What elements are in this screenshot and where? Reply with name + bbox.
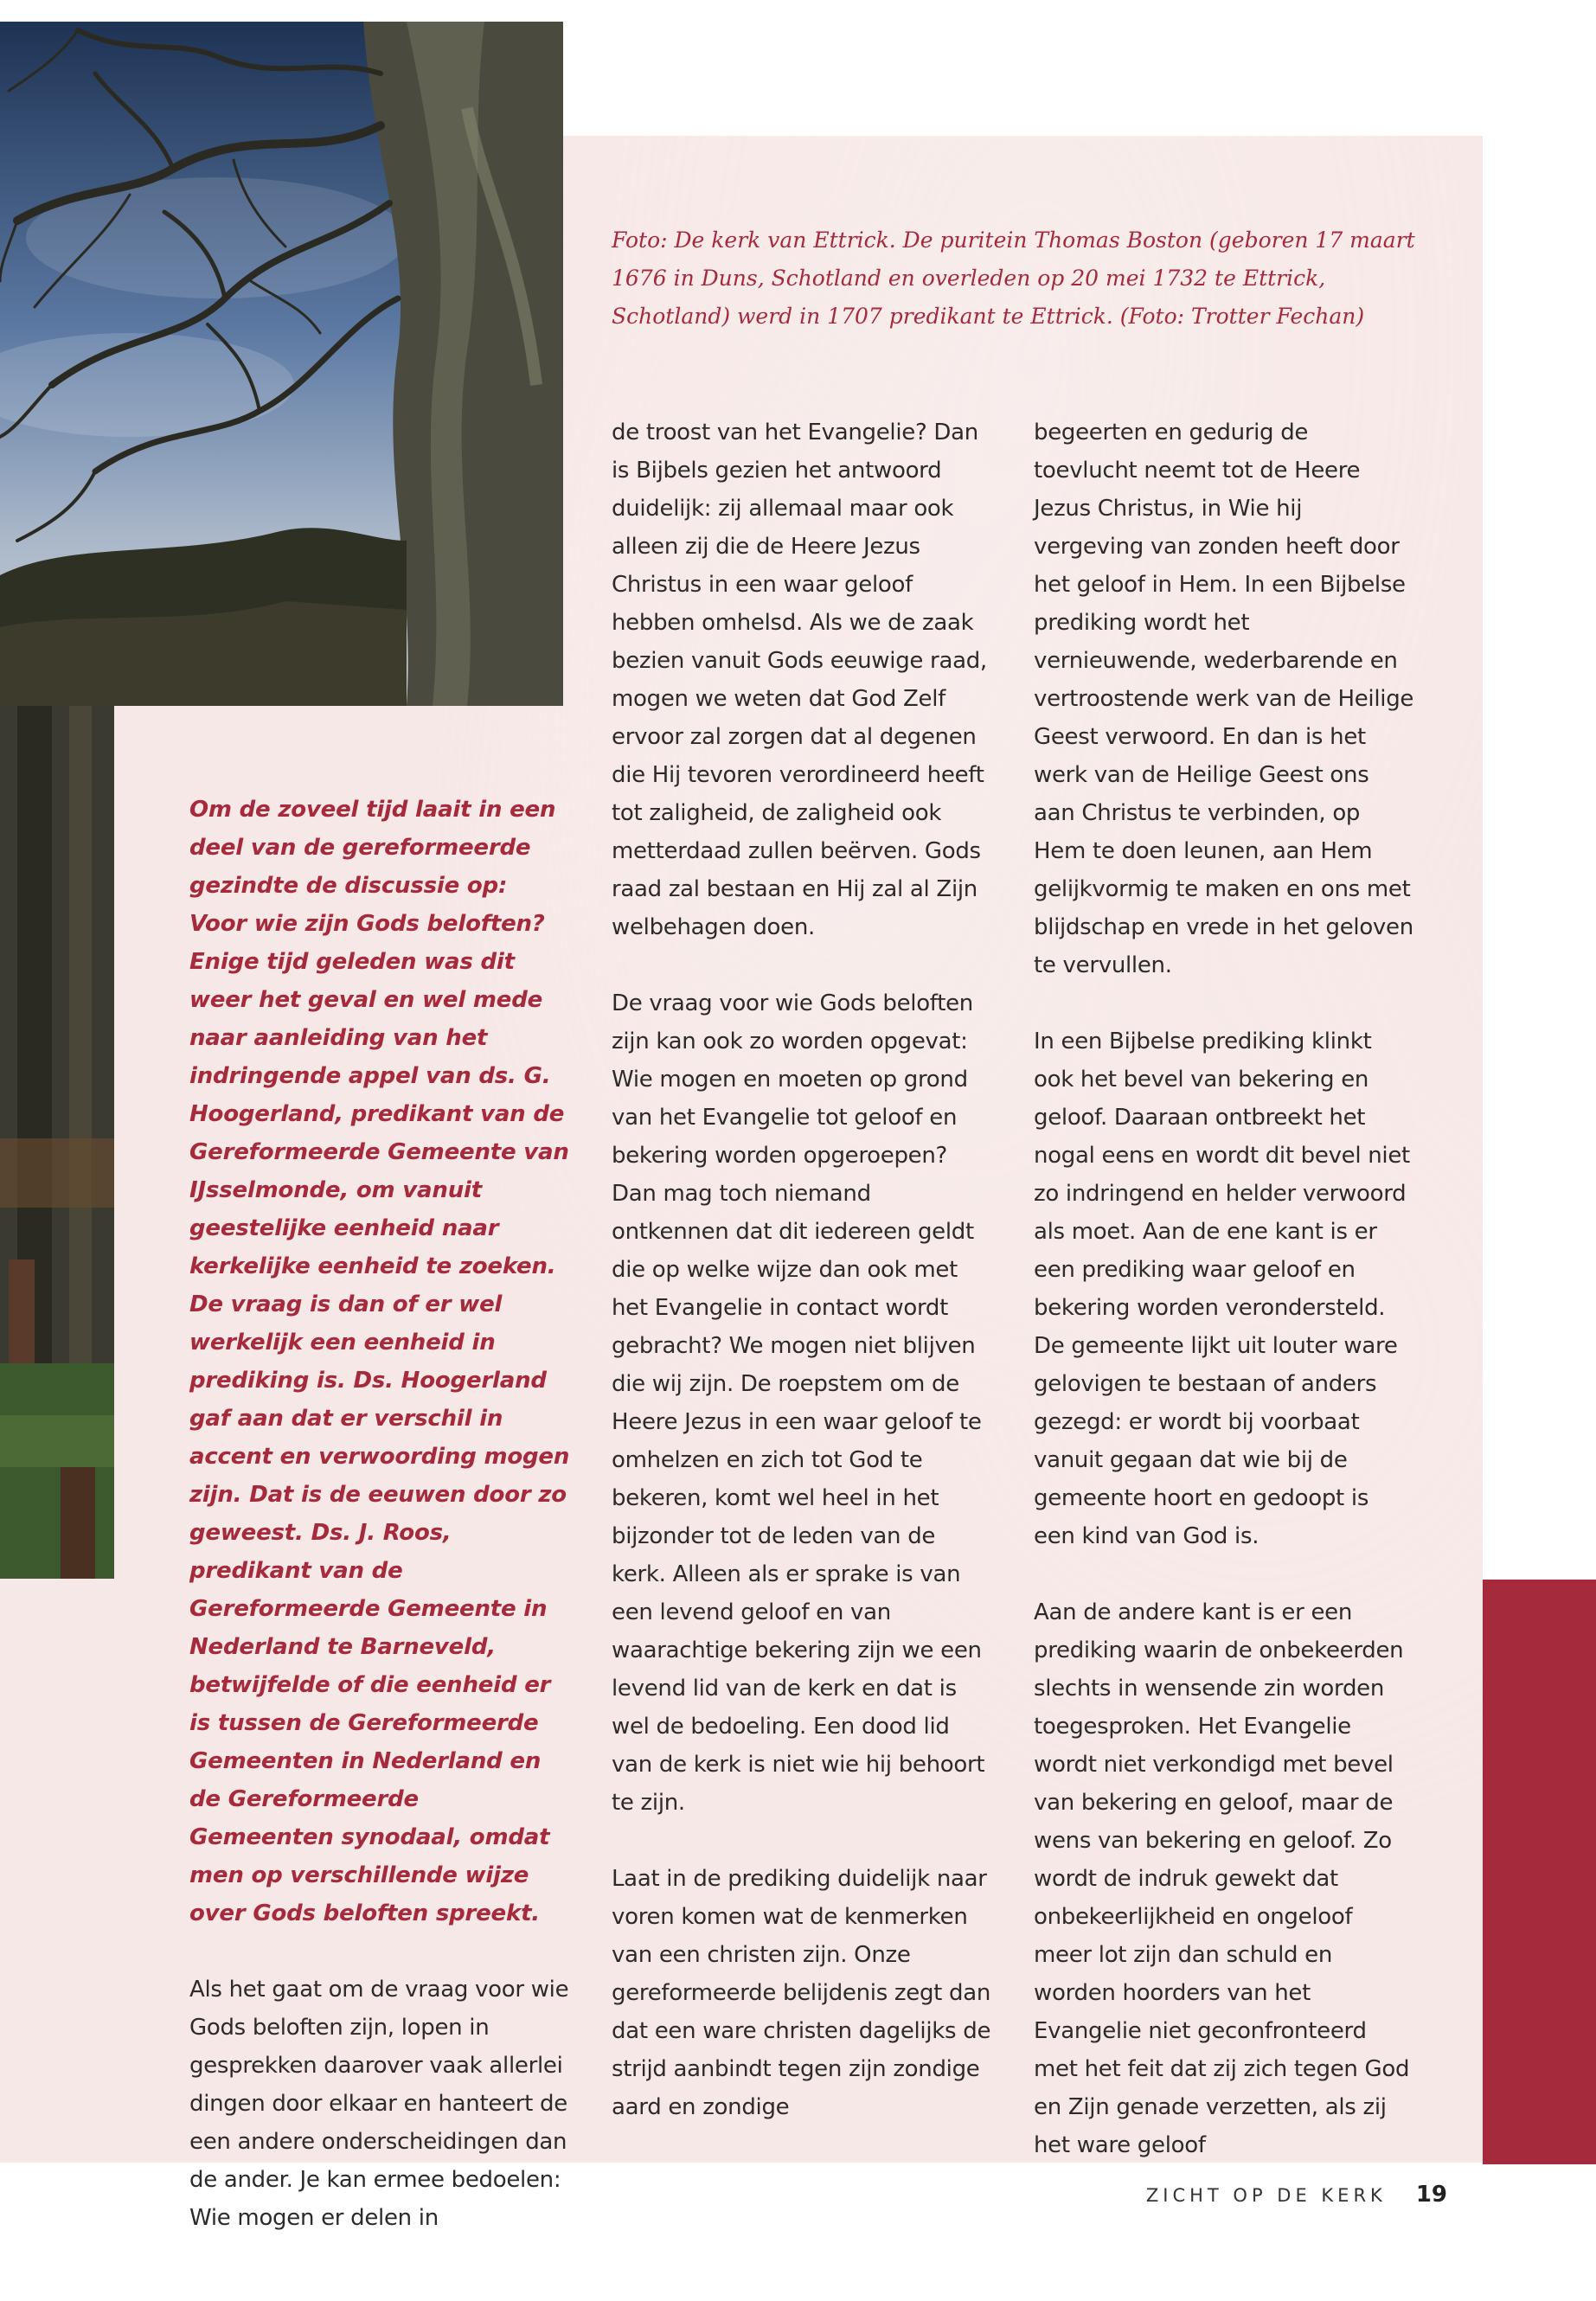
column-1 [189, 791, 570, 2237]
body-paragraph: In een Bijbelse prediking klinkt ook het bevel van bekering en geloof. Daaraan ontbreekt het nogal eens en wordt dit bevel niet zo indringend en helder verwoord als moet. Aan de ene kant is er een prediking waar geloof en bekering worden verondersteld. De gemeente lijkt uit louter ware gelovigen te bestaan of anders gezegd: er wordt bij voorbaat vanuit gegaan dat wie bij de gemeente hoort en gedoopt is een kind van God is. [1034, 1029, 1410, 1549]
church-photo-trees [0, 22, 563, 706]
lead-paragraph: Om de zoveel tijd laait in een deel van de gereformeerde gezindte de discussie op: Voor wie zijn Gods beloften? Enige tijd geleden was dit weer het geval en wel mede naar aanleiding van het indringende appel van ds. G. Hoogerland, predikant van de Gereformeerde Gemeente van IJsselmonde, om vanuit geestelijke eenheid naar kerkelijke eenheid te zoeken. De vraag is dan of er wel werkelijk een eenheid in prediking is. Ds. Hoogerland gaf aan dat er verschil in accent en verwoording mogen zijn. Dat is de eeuwen door zo geweest. Ds. J. Roos, predikant van de Gereformeerde Gemeente in Nederland te Barneveld, betwijfelde of die eenheid er is tussen de Gereformeerde Gemeenten in Nederland en de Gereformeerde Gemeenten synodaal, omdat men op verschillende wijze over Gods beloften spreekt. [189, 797, 570, 1926]
body-paragraph: Als het gaat om de vraag voor wie Gods beloften zijn, lopen in gesprekken daarover vaak allerlei dingen door elkaar en hanteert de een andere onderscheidingen dan de ander. Je kan ermee bedoelen: Wie mogen er delen in [189, 1977, 569, 2231]
body-paragraph: Laat in de prediking duidelijk naar voren komen wat de kenmerken van een christen zijn. Onze gereformeerde belijdenis zegt dan dat een ware christen dagelijks de strijd aanbindt tegen zijn zondige aard en zondige [612, 1866, 991, 2120]
photo-caption: Foto: De kerk van Ettrick. De puritein Thomas Boston (geboren 17 maart 1676 in Duns, Schotland en overleden op 20 mei 1732 te Ettrick, Schotland) werd in 1707 predikant te Ettrick. (Foto: Trotter Fechan) [612, 228, 1415, 329]
body-paragraph: Aan de andere kant is er een prediking waarin de onbekeerden slechts in wensende zin worden toegesproken. Het Evangelie wordt niet verkondigd met bevel van bekering en geloof, maar de wens van bekering en geloof. Zo wordt de indruk gewekt dat onbekeerlijkheid en ongeloof meer lot zijn dan schuld en worden hoorders van het Evangelie niet geconfronteerd met het feit dat zij zich tegen God en Zijn genade verzetten, als zij het ware geloof [1034, 1599, 1410, 2158]
accent-bar [1483, 1580, 1596, 2164]
body-paragraph: begeerten en gedurig de toevlucht neemt tot de Heere Jezus Christus, in Wie hij vergeving van zonden heeft door het geloof in Hem. In een Bijbelse prediking wordt het vernieuwende, wederbarende en vertroostende werk van de Heilige Geest verwoord. En dan is het werk van de Heilige Geest ons aan Christus te verbinden, op Hem te doen leunen, aan Hem gelijkvormig te maken en ons met blijdschap en vrede in het geloven te vervullen. [1034, 420, 1414, 978]
church-photo-graveyard [0, 706, 114, 1579]
body-paragraph: de troost van het Evangelie? Dan is Bijbels gezien het antwoord duidelijk: zij allemaal maar ook alleen zij die de Heere Jezus Christus in een waar geloof hebben omhelsd. Als we de zaak bezien vanuit Gods eeuwige raad, mogen we weten dat God Zelf ervoor zal zorgen dat al degenen die Hij tevoren verordineerd heeft tot zaligheid, de zaligheid ook metterdaad zullen beërven. Gods raad zal bestaan en Hij zal al Zijn welbehagen doen. [612, 420, 987, 940]
body-paragraph: De vraag voor wie Gods beloften zijn kan ook zo worden opgevat: Wie mogen en moeten op grond van het Evangelie tot geloof en bekering worden opgeroepen? Dan mag toch niemand ontkennen dat dit iedereen geldt die op welke wijze dan ook met het Evangelie in contact wordt gebracht? We mogen niet blijven die wij zijn. De roepstem om de Heere Jezus in een waar geloof te omhelzen en zich tot God te bekeren, komt wel heel in het bijzonder tot de leden van de kerk. Alleen als er sprake is van een levend geloof en van waarachtige bekering zijn we een levend lid van de kerk en dat is wel de bedoeling. Een dood lid van de kerk is niet wie hij behoort te zijn. [612, 990, 985, 1816]
page-number: 19 [1415, 2182, 1447, 2208]
magazine-name: ZICHT OP DE KERK [1145, 2185, 1387, 2206]
column-3 [1034, 413, 1414, 2164]
page-footer [1146, 2182, 1447, 2208]
column-2 [612, 413, 992, 2126]
